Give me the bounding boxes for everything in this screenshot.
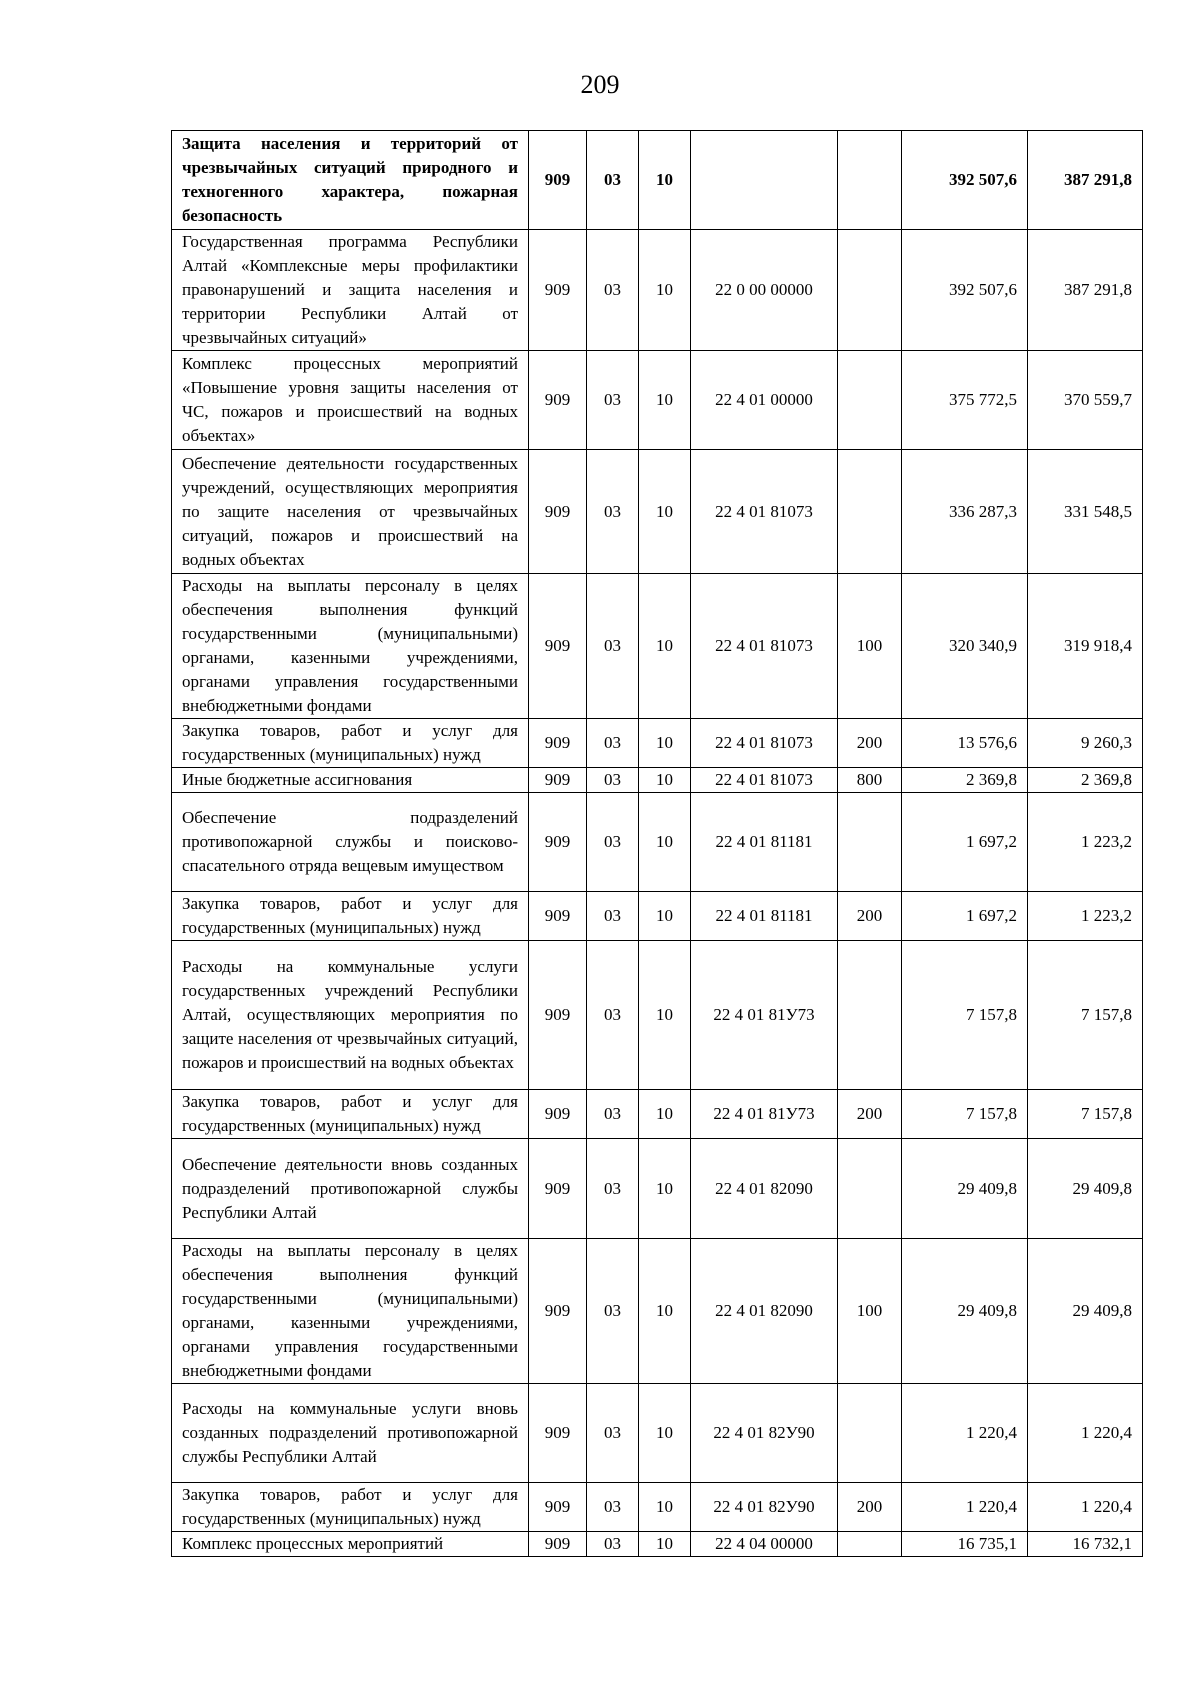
target-article: 22 4 01 81073	[691, 768, 838, 793]
expense-type	[838, 941, 902, 1090]
table-row	[172, 1532, 1143, 1557]
target-article: 22 4 01 81У73	[691, 941, 838, 1090]
section-code: 03	[587, 574, 639, 719]
amount-year-1: 375 772,5	[902, 351, 1028, 450]
section-code: 03	[587, 719, 639, 768]
ministry-code: 909	[529, 1483, 587, 1532]
expense-type	[838, 1384, 902, 1483]
ministry-code: 909	[529, 131, 587, 230]
table-body	[172, 131, 1143, 1557]
amount-year-2: 319 918,4	[1028, 574, 1143, 719]
ministry-code: 909	[529, 768, 587, 793]
subsection-code: 10	[639, 768, 691, 793]
amount-year-2: 331 548,5	[1028, 450, 1143, 574]
expense-type: 800	[838, 768, 902, 793]
expense-type	[838, 351, 902, 450]
amount-year-1: 1 220,4	[902, 1384, 1028, 1483]
subsection-code: 10	[639, 1090, 691, 1139]
row-name: Закупка товаров, работ и услуг для государственных (муниципальных) нужд	[172, 1483, 529, 1532]
row-name: Иные бюджетные ассигнования	[172, 768, 529, 793]
expense-type	[838, 450, 902, 574]
section-code: 03	[587, 230, 639, 351]
subsection-code: 10	[639, 1139, 691, 1239]
expense-type: 100	[838, 1239, 902, 1384]
amount-year-1: 1 697,2	[902, 892, 1028, 941]
row-name: Закупка товаров, работ и услуг для государственных (муниципальных) нужд	[172, 892, 529, 941]
amount-year-2: 1 223,2	[1028, 793, 1143, 892]
table-row	[172, 230, 1143, 351]
section-code: 03	[587, 793, 639, 892]
amount-year-1: 1 220,4	[902, 1483, 1028, 1532]
table-row	[172, 351, 1143, 450]
subsection-code: 10	[639, 793, 691, 892]
amount-year-1: 13 576,6	[902, 719, 1028, 768]
ministry-code: 909	[529, 230, 587, 351]
ministry-code: 909	[529, 719, 587, 768]
ministry-code: 909	[529, 1532, 587, 1557]
amount-year-1: 7 157,8	[902, 1090, 1028, 1139]
subsection-code: 10	[639, 1532, 691, 1557]
table-row	[172, 719, 1143, 768]
amount-year-2: 16 732,1	[1028, 1532, 1143, 1557]
amount-year-2: 2 369,8	[1028, 768, 1143, 793]
amount-year-2: 29 409,8	[1028, 1239, 1143, 1384]
subsection-code: 10	[639, 131, 691, 230]
ministry-code: 909	[529, 574, 587, 719]
amount-year-1: 320 340,9	[902, 574, 1028, 719]
target-article: 22 0 00 00000	[691, 230, 838, 351]
target-article: 22 4 01 81073	[691, 450, 838, 574]
subsection-code: 10	[639, 1239, 691, 1384]
subsection-code: 10	[639, 351, 691, 450]
section-code: 03	[587, 1139, 639, 1239]
table-row	[172, 1483, 1143, 1532]
ministry-code: 909	[529, 1239, 587, 1384]
target-article: 22 4 01 82У90	[691, 1483, 838, 1532]
section-code: 03	[587, 941, 639, 1090]
row-name: Расходы на коммунальные услуги государственных учреждений Республики Алтай, осуществляющих мероприятия по защите населения от чрезвычайных ситуаций, пожаров и происшествий на водных объектах	[172, 941, 529, 1090]
amount-year-1: 392 507,6	[902, 131, 1028, 230]
subsection-code: 10	[639, 1384, 691, 1483]
amount-year-2: 370 559,7	[1028, 351, 1143, 450]
table-row	[172, 1384, 1143, 1483]
table-row	[172, 1139, 1143, 1239]
amount-year-1: 7 157,8	[902, 941, 1028, 1090]
section-code: 03	[587, 1384, 639, 1483]
ministry-code: 909	[529, 1384, 587, 1483]
table-row	[172, 450, 1143, 574]
amount-year-2: 29 409,8	[1028, 1139, 1143, 1239]
section-code: 03	[587, 768, 639, 793]
amount-year-1: 336 287,3	[902, 450, 1028, 574]
row-name: Комплекс процессных мероприятий	[172, 1532, 529, 1557]
expense-type	[838, 131, 902, 230]
table-row	[172, 1090, 1143, 1139]
row-name: Государственная программа Республики Алтай «Комплексные меры профилактики правонарушений и защита населения и территории Республики Алтай от чрезвычайных ситуаций»	[172, 230, 529, 351]
subsection-code: 10	[639, 574, 691, 719]
target-article: 22 4 01 81181	[691, 793, 838, 892]
target-article: 22 4 01 00000	[691, 351, 838, 450]
row-name: Комплекс процессных мероприятий «Повышение уровня защиты населения от ЧС, пожаров и происшествий на водных объектах»	[172, 351, 529, 450]
amount-year-1: 29 409,8	[902, 1239, 1028, 1384]
table-row	[172, 768, 1143, 793]
target-article: 22 4 01 82090	[691, 1139, 838, 1239]
expense-type: 200	[838, 1090, 902, 1139]
ministry-code: 909	[529, 1139, 587, 1239]
section-code: 03	[587, 351, 639, 450]
expense-type	[838, 230, 902, 351]
expense-type	[838, 1532, 902, 1557]
expense-type	[838, 1139, 902, 1239]
target-article: 22 4 01 81У73	[691, 1090, 838, 1139]
section-code: 03	[587, 131, 639, 230]
ministry-code: 909	[529, 450, 587, 574]
ministry-code: 909	[529, 793, 587, 892]
expense-type: 100	[838, 574, 902, 719]
expense-type: 200	[838, 1483, 902, 1532]
amount-year-2: 9 260,3	[1028, 719, 1143, 768]
subsection-code: 10	[639, 1483, 691, 1532]
target-article: 22 4 01 81181	[691, 892, 838, 941]
section-code: 03	[587, 1090, 639, 1139]
row-name: Закупка товаров, работ и услуг для государственных (муниципальных) нужд	[172, 1090, 529, 1139]
section-code: 03	[587, 1483, 639, 1532]
amount-year-2: 7 157,8	[1028, 1090, 1143, 1139]
amount-year-2: 1 220,4	[1028, 1384, 1143, 1483]
section-code: 03	[587, 1532, 639, 1557]
ministry-code: 909	[529, 1090, 587, 1139]
row-name: Защита населения и территорий от чрезвычайных ситуаций природного и техногенного характера, пожарная безопасность	[172, 131, 529, 230]
target-article	[691, 131, 838, 230]
subsection-code: 10	[639, 719, 691, 768]
amount-year-1: 1 697,2	[902, 793, 1028, 892]
row-name: Обеспечение деятельности вновь созданных подразделений противопожарной службы Республики Алтай	[172, 1139, 529, 1239]
expense-type	[838, 793, 902, 892]
target-article: 22 4 04 00000	[691, 1532, 838, 1557]
row-name: Расходы на коммунальные услуги вновь созданных подразделений противопожарной службы Республики Алтай	[172, 1384, 529, 1483]
subsection-code: 10	[639, 450, 691, 574]
target-article: 22 4 01 82090	[691, 1239, 838, 1384]
table-row	[172, 574, 1143, 719]
section-code: 03	[587, 1239, 639, 1384]
ministry-code: 909	[529, 892, 587, 941]
ministry-code: 909	[529, 351, 587, 450]
table-row	[172, 793, 1143, 892]
amount-year-1: 16 735,1	[902, 1532, 1028, 1557]
amount-year-2: 387 291,8	[1028, 131, 1143, 230]
ministry-code: 909	[529, 941, 587, 1090]
row-name: Расходы на выплаты персоналу в целях обеспечения выполнения функций государственными (муниципальными) органами, казенными учреждениями, органами управления государственными внебюджетными фондами	[172, 1239, 529, 1384]
target-article: 22 4 01 82У90	[691, 1384, 838, 1483]
section-code: 03	[587, 450, 639, 574]
amount-year-2: 1 223,2	[1028, 892, 1143, 941]
amount-year-1: 29 409,8	[902, 1139, 1028, 1239]
page-number: 209	[580, 70, 620, 99]
row-name: Расходы на выплаты персоналу в целях обеспечения выполнения функций государственными (муниципальными) органами, казенными учреждениями, органами управления государственными внебюджетными фондами	[172, 574, 529, 719]
amount-year-2: 387 291,8	[1028, 230, 1143, 351]
table-row	[172, 892, 1143, 941]
subsection-code: 10	[639, 892, 691, 941]
subsection-code: 10	[639, 230, 691, 351]
expense-type: 200	[838, 719, 902, 768]
table-row	[172, 941, 1143, 1090]
budget-table	[171, 130, 1143, 1557]
amount-year-1: 392 507,6	[902, 230, 1028, 351]
expense-type: 200	[838, 892, 902, 941]
row-name: Обеспечение подразделений противопожарной службы и поисково-спасательного отряда вещевым имуществом	[172, 793, 529, 892]
row-name: Закупка товаров, работ и услуг для государственных (муниципальных) нужд	[172, 719, 529, 768]
table-row	[172, 1239, 1143, 1384]
section-code: 03	[587, 892, 639, 941]
amount-year-2: 7 157,8	[1028, 941, 1143, 1090]
table-row	[172, 131, 1143, 230]
row-name: Обеспечение деятельности государственных учреждений, осуществляющих мероприятия по защите населения от чрезвычайных ситуаций, пожаров и происшествий на водных объектах	[172, 450, 529, 574]
target-article: 22 4 01 81073	[691, 574, 838, 719]
subsection-code: 10	[639, 941, 691, 1090]
amount-year-1: 2 369,8	[902, 768, 1028, 793]
amount-year-2: 1 220,4	[1028, 1483, 1143, 1532]
target-article: 22 4 01 81073	[691, 719, 838, 768]
